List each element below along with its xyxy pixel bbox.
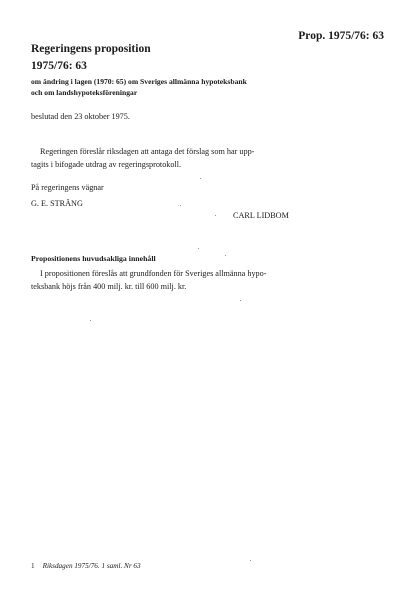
subject-line: om ändring i lagen (1970: 65) om Sveriges allmänna hypoteksbank [31, 77, 247, 86]
page-footer [31, 562, 141, 570]
scan-speck [180, 205, 181, 206]
proposition-reference: Prop. 1975/76: 63 [298, 30, 384, 42]
page-number: 1 [31, 562, 35, 570]
proposition-number: 1975/76: 63 [31, 60, 87, 72]
subject-line: och om landshypoteksföreningar [31, 87, 138, 97]
scan-speck [240, 300, 241, 301]
scan-speck [90, 320, 91, 321]
body-line: Regeringen föreslår riksdagen att antaga det förslag som har upp- [40, 147, 255, 156]
body-line: tagits i bifogade utdrag av regeringsprotokoll. [31, 159, 182, 169]
summary-line: teksbank höjs från 400 milj. kr. till 600 milj. kr. [31, 281, 187, 291]
scan-speck [215, 215, 216, 216]
signer-strang: G. E. STRÄNG [31, 199, 83, 208]
scan-speck [198, 248, 199, 249]
signer-lidbom: CARL LIDBOM [233, 211, 289, 220]
summary-paragraph [31, 268, 266, 293]
signature-intro: På regeringens vägnar [31, 183, 104, 192]
footer-citation: Riksdagen 1975/76. 1 saml. Nr 63 [42, 562, 141, 570]
subject-block [31, 77, 247, 98]
summary-heading: Propositionens huvudsakliga innehåll [31, 254, 156, 263]
body-paragraph [31, 146, 254, 171]
scan-speck [200, 178, 201, 179]
decision-date: beslutad den 23 oktober 1975. [31, 112, 130, 121]
summary-line: I propositionen föreslås att grundfonden för Sveriges allmänna hypo- [40, 269, 267, 278]
document-title: Regeringens proposition [31, 43, 151, 55]
scan-speck [225, 255, 226, 256]
scan-speck [250, 560, 251, 561]
